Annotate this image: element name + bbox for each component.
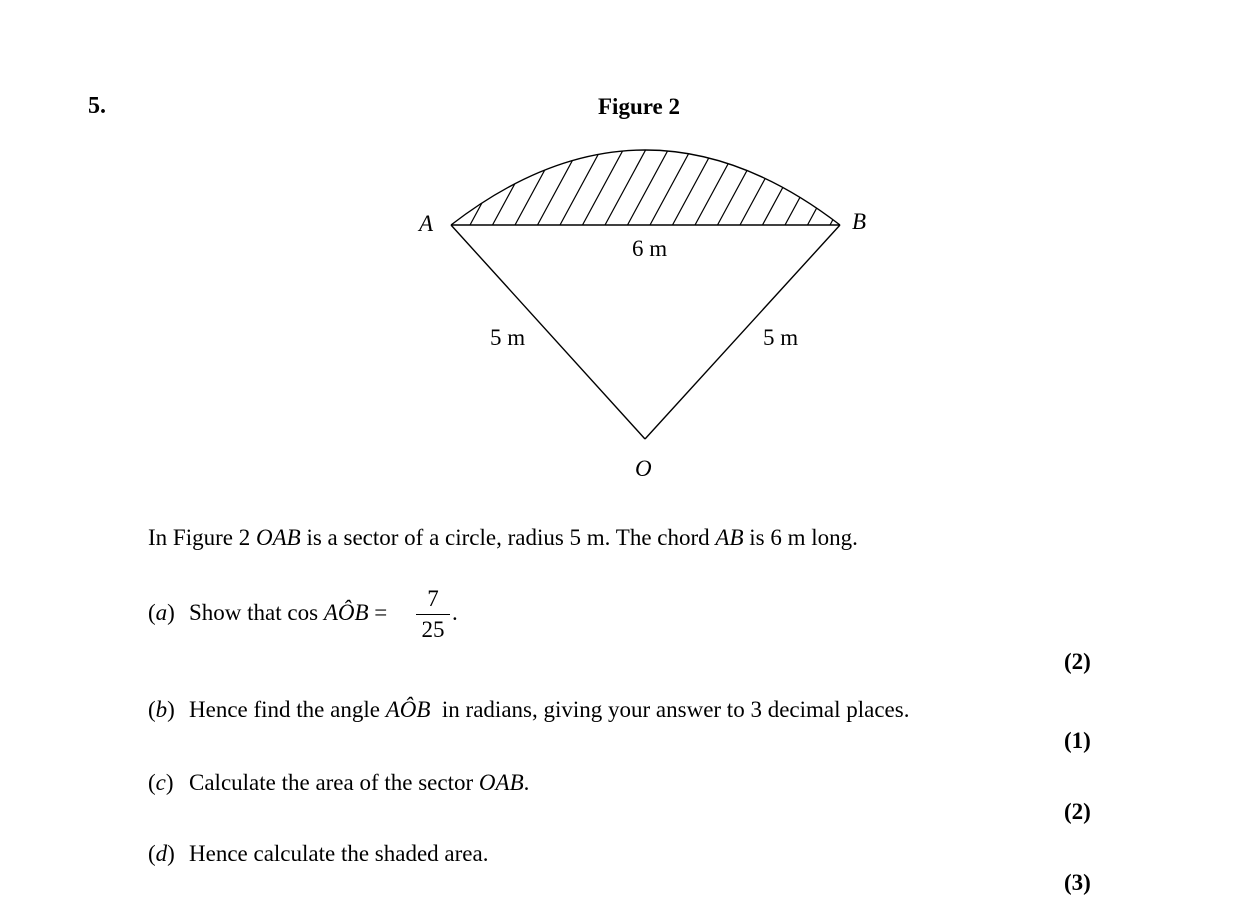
part-d-label: (d) bbox=[148, 841, 175, 866]
part-a-marks: (2) bbox=[1064, 649, 1091, 674]
label-chord-length: 6 m bbox=[632, 236, 668, 261]
part-a-label: (a) bbox=[148, 600, 175, 625]
hatch-line bbox=[695, 140, 741, 225]
label-point-o: O bbox=[635, 456, 652, 481]
part-c-period: . bbox=[523, 770, 530, 795]
part-c-text: Calculate the area of the sector bbox=[189, 770, 479, 795]
intro-text-3: is 6 m long. bbox=[743, 525, 858, 550]
part-b-label: (b) bbox=[148, 697, 175, 722]
radius-oa bbox=[451, 225, 645, 439]
hatch-line bbox=[740, 140, 786, 225]
part-c bbox=[148, 770, 529, 796]
hatch-line bbox=[763, 140, 809, 225]
part-a-equals: = bbox=[368, 600, 388, 625]
hatch-line bbox=[515, 140, 561, 225]
part-d-text: Hence calculate the shaded area. bbox=[189, 841, 489, 866]
radius-ob bbox=[645, 225, 840, 439]
part-b-angle: AÔB bbox=[385, 697, 431, 722]
hatch-line bbox=[538, 140, 584, 225]
part-a-text: Show that cos bbox=[189, 600, 324, 625]
part-c-sector: OAB bbox=[478, 770, 524, 795]
question-number: 5. bbox=[88, 93, 106, 119]
hatch-line bbox=[470, 140, 516, 225]
part-b bbox=[148, 697, 909, 723]
hatch-line bbox=[808, 140, 854, 225]
fraction-numerator: 7 bbox=[427, 586, 439, 611]
intro-text-2: is a sector of a circle, radius 5 m. The chord bbox=[300, 525, 716, 550]
label-radius-right: 5 m bbox=[763, 325, 799, 350]
label-radius-left: 5 m bbox=[490, 325, 526, 350]
hatch-line bbox=[718, 140, 764, 225]
fraction-bar bbox=[416, 614, 450, 615]
question-intro bbox=[148, 525, 858, 551]
intro-sector-name: OAB bbox=[255, 525, 301, 550]
hatch-line bbox=[785, 140, 831, 225]
arc-ab bbox=[451, 150, 840, 225]
part-d bbox=[148, 841, 488, 867]
part-a-angle: AÔB bbox=[323, 600, 369, 625]
hatch-line bbox=[560, 140, 606, 225]
part-a-fraction bbox=[416, 586, 450, 642]
part-a-period: . bbox=[452, 600, 458, 625]
intro-chord-name: AB bbox=[715, 525, 744, 550]
part-b-text: Hence find the angle bbox=[189, 697, 386, 722]
part-b-text-2: in radians, giving your answer to 3 decimal places. bbox=[430, 697, 910, 722]
part-c-label: (c) bbox=[148, 770, 174, 795]
fraction-denominator: 25 bbox=[421, 617, 445, 642]
hatch-line bbox=[628, 140, 674, 225]
figure-title: Figure 2 bbox=[598, 94, 680, 119]
label-point-a: A bbox=[419, 211, 434, 236]
part-a bbox=[148, 600, 387, 626]
label-point-b: B bbox=[852, 209, 867, 234]
intro-text-1: In Figure 2 bbox=[148, 525, 256, 550]
part-d-marks: (3) bbox=[1064, 870, 1091, 895]
part-b-marks: (1) bbox=[1064, 728, 1091, 753]
part-c-marks: (2) bbox=[1064, 799, 1091, 824]
hatch-line bbox=[493, 140, 539, 225]
hatch-line bbox=[650, 140, 696, 225]
